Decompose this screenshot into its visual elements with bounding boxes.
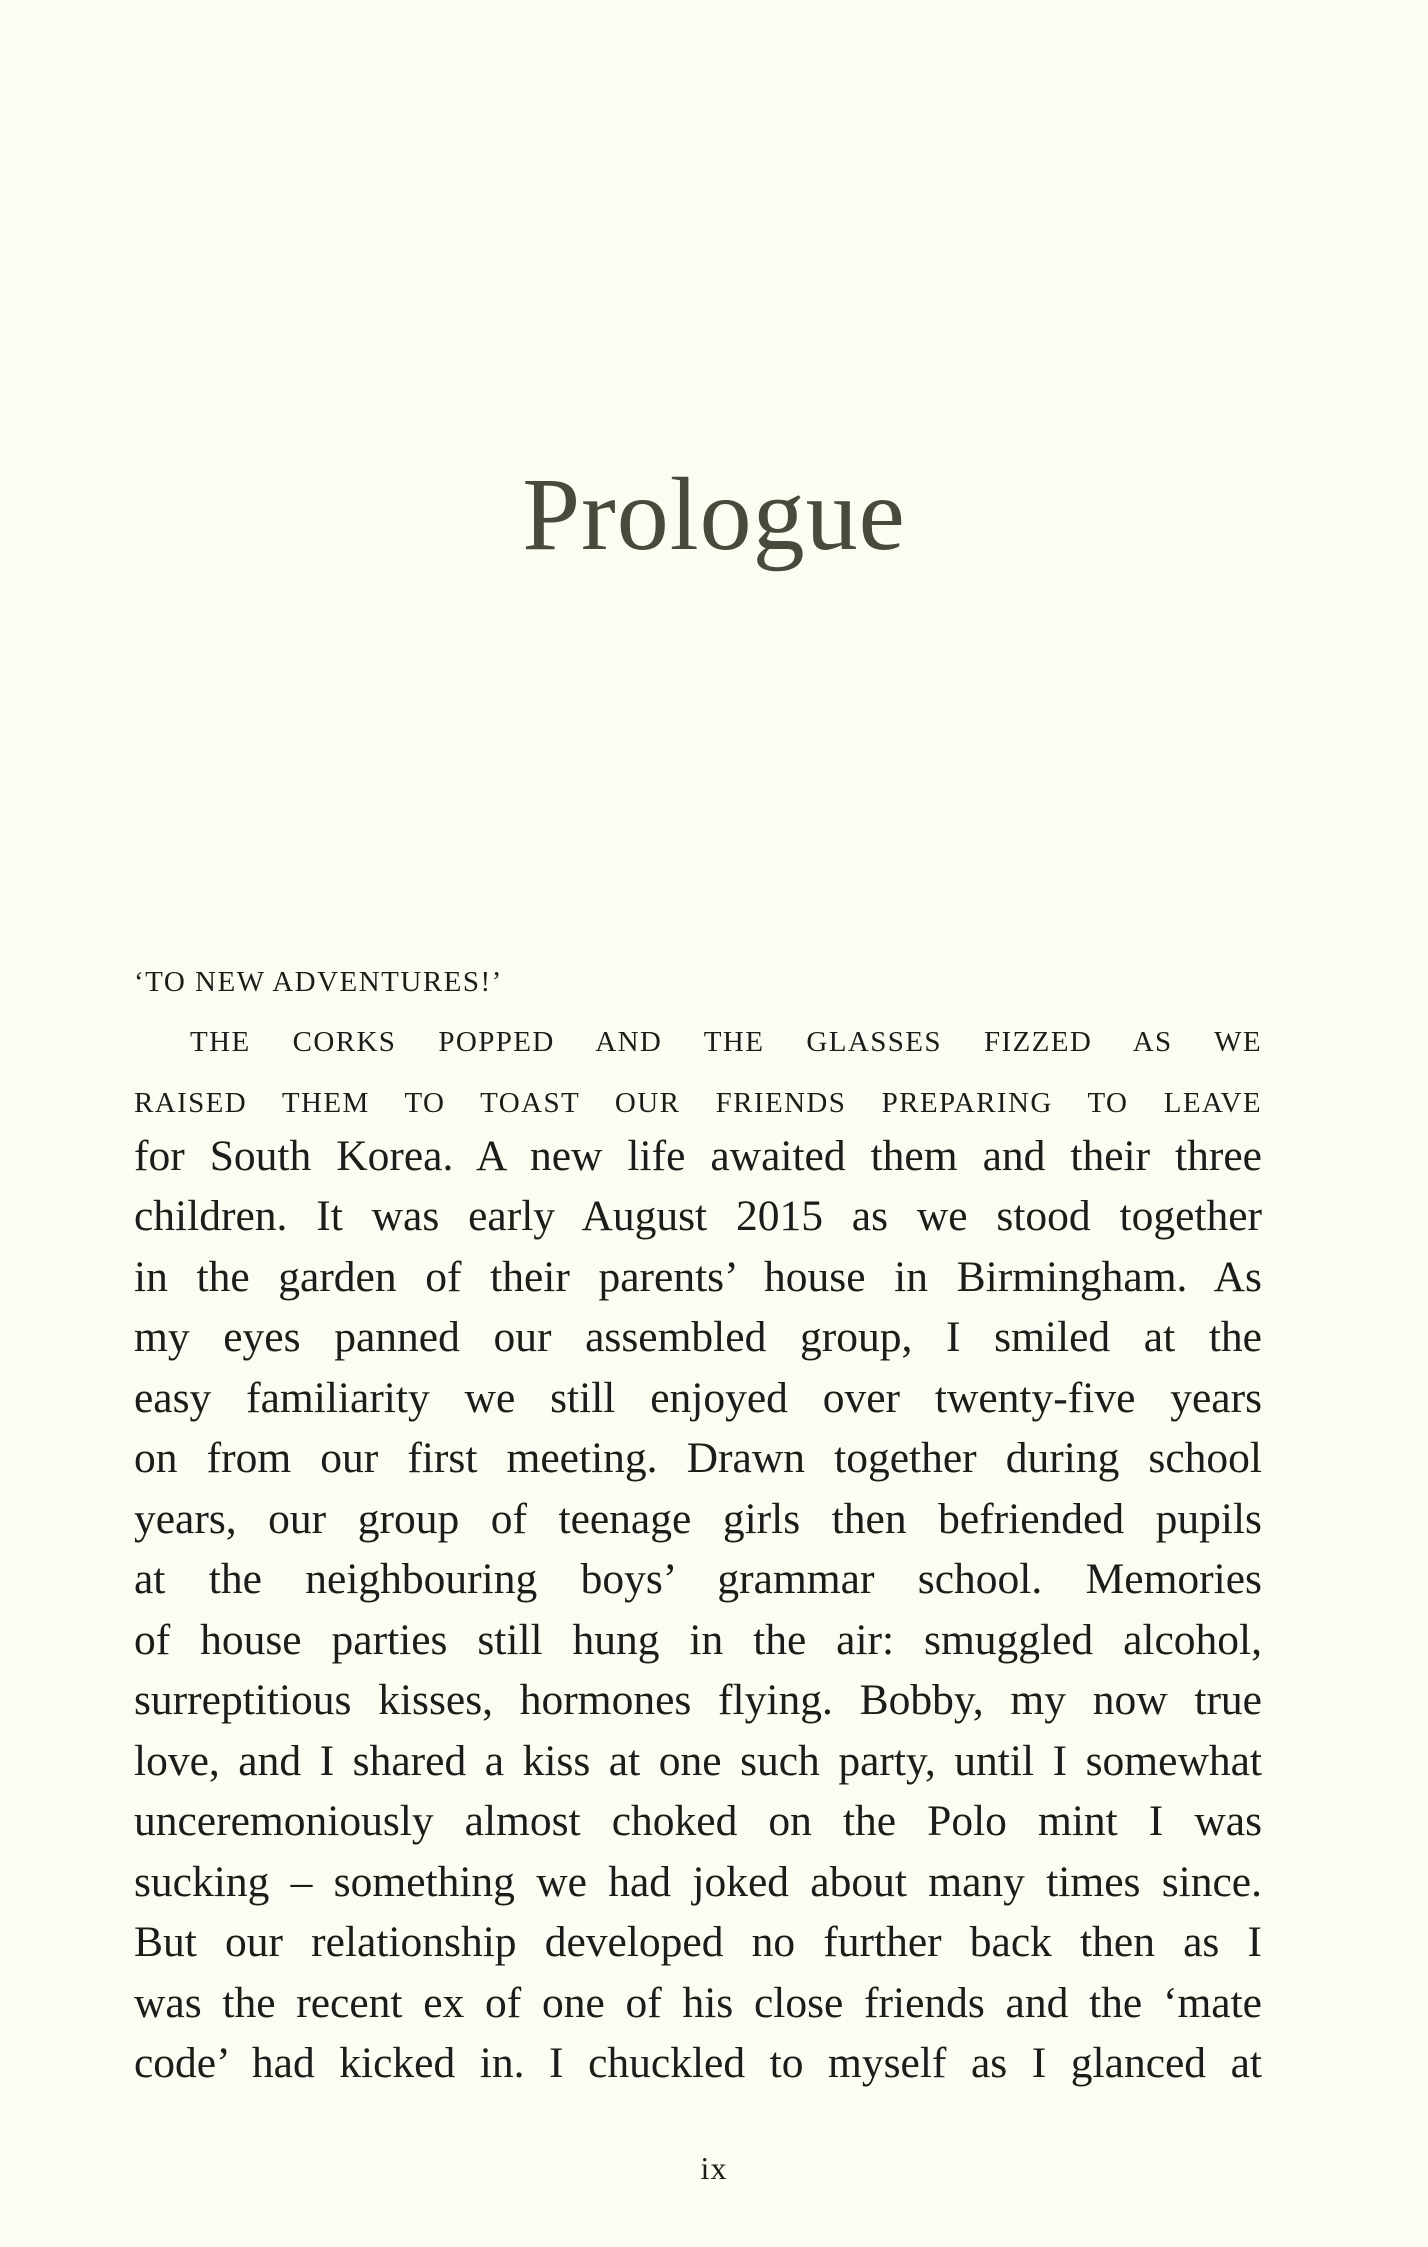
caps-line xyxy=(134,1011,1262,1072)
text-line-content: But our relationship developed no further back then as I xyxy=(134,1918,1262,1966)
text-line xyxy=(134,1979,1262,2040)
text-line xyxy=(134,1918,1262,1979)
caps-line-text: THE CORKS POPPED AND THE GLASSES FIZZED AS WE xyxy=(190,1026,1262,1058)
text-line xyxy=(134,2039,1262,2100)
text-line xyxy=(134,1253,1262,1314)
prologue-text xyxy=(134,950,1262,2100)
text-line xyxy=(134,1797,1262,1858)
text-line xyxy=(134,1374,1262,1435)
text-line-content: love, and I shared a kiss at one such party, until I somewhat xyxy=(134,1736,1262,1785)
text-line xyxy=(134,1313,1262,1374)
text-line-content: of house parties still hung in the air: smuggled alcohol, xyxy=(134,1615,1262,1664)
text-line-content: children. It was early August 2015 as we stood together xyxy=(134,1192,1262,1240)
text-line-content: on from our first meeting. Drawn together during school xyxy=(134,1434,1262,1482)
text-line xyxy=(134,1676,1262,1737)
text-line-content: surreptitious kisses, hormones flying. Bobby, my now true xyxy=(134,1676,1262,1724)
text-line-content: my eyes panned our assembled group, I smiled at the xyxy=(134,1313,1262,1361)
text-line-content: at the neighbouring boys’ grammar school. Memories xyxy=(134,1555,1262,1603)
text-line xyxy=(134,1495,1262,1556)
text-line-content: code’ had kicked in. I chuckled to myself as I glanced at xyxy=(134,2039,1262,2087)
text-line-content: sucking – something we had joked about many times since. xyxy=(134,1857,1262,1906)
opening-line xyxy=(134,950,1262,1011)
text-line-content: in the garden of their parents’ house in Birmingham. As xyxy=(134,1252,1262,1301)
text-line-content: for South Korea. A new life awaited them and their three xyxy=(134,1131,1262,1180)
text-line xyxy=(134,1616,1262,1677)
text-line xyxy=(134,1132,1262,1193)
page-number: ix xyxy=(700,2150,728,2186)
text-line xyxy=(134,1555,1262,1616)
text-line-content: unceremoniously almost choked on the Polo mint I was xyxy=(134,1797,1262,1845)
text-line xyxy=(134,1737,1262,1798)
text-line xyxy=(134,1192,1262,1253)
text-line xyxy=(134,1858,1262,1919)
chapter-title: Prologue xyxy=(522,457,906,572)
caps-line xyxy=(134,1071,1262,1132)
caps-line-text: RAISED THEM TO TOAST OUR FRIENDS PREPARING TO LEAVE xyxy=(134,1086,1262,1119)
text-line xyxy=(134,1434,1262,1495)
text-line-content: was the recent ex of one of his close friends and the ‘mate xyxy=(134,1978,1262,2027)
text-line-content: years, our group of teenage girls then befriended pupils xyxy=(134,1494,1262,1543)
opening-line-text: ‘TO NEW ADVENTURES!’ xyxy=(134,965,503,998)
text-line-content: easy familiarity we still enjoyed over twenty-five years xyxy=(134,1373,1262,1422)
